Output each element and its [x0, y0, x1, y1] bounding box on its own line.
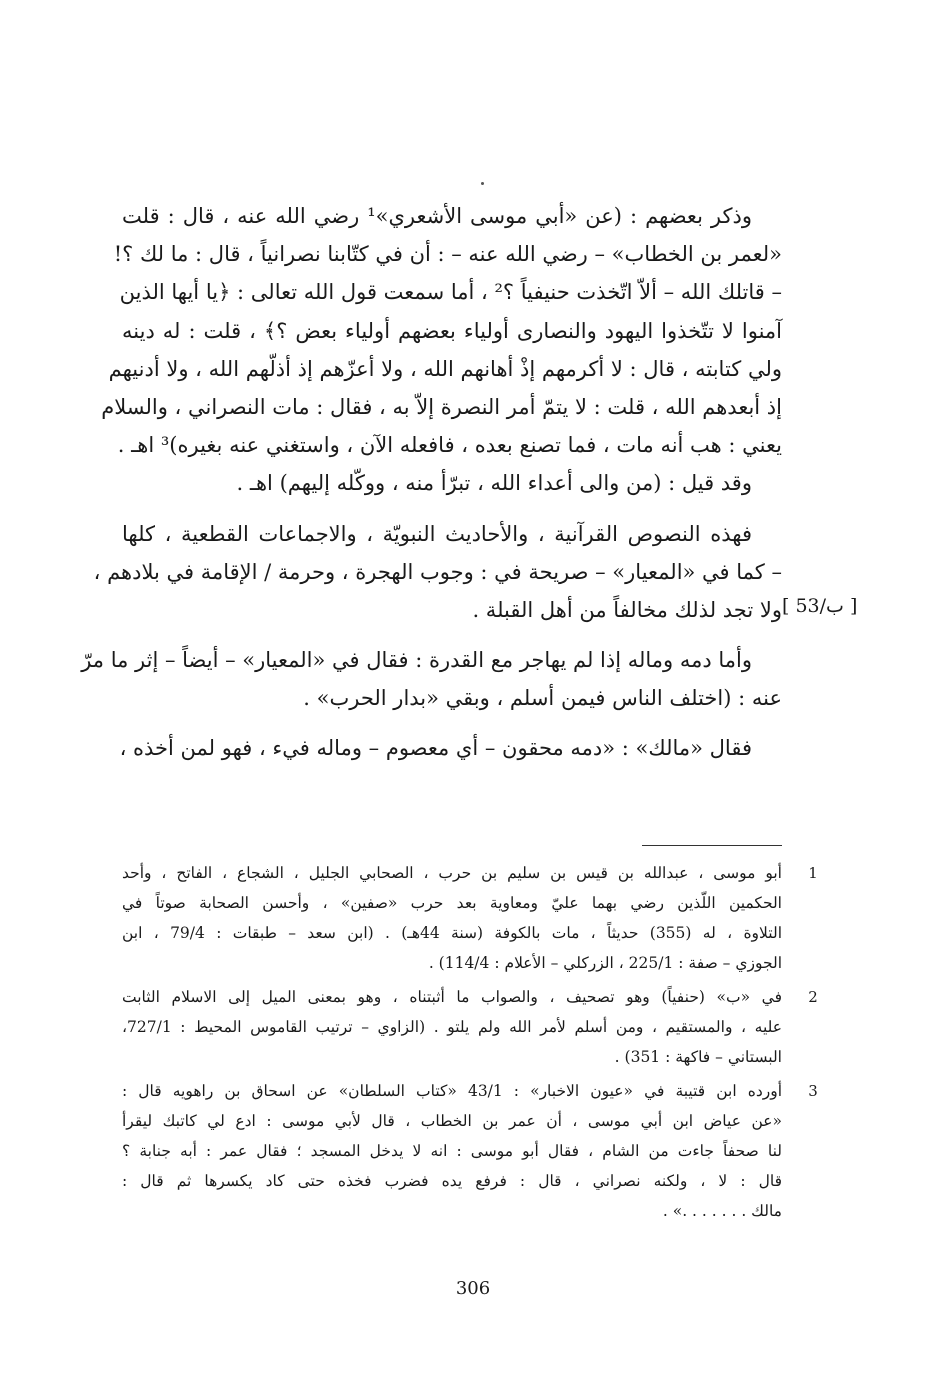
text-line: – كما في «المعيار» – صريحة في : وجوب الهجرة ، وحرمة / الإقامة في بلادهم ،: [93, 559, 782, 584]
text-line: «لعمر بن الخطاب» – رضي الله عنه – : أن في كتّابنا نصرانياً ، قال : ما لك ؟!: [113, 242, 782, 267]
footnote-line: مالك . . . . . . .» .: [662, 1202, 782, 1220]
footnote-line: عليه ، والمستقيم ، ومن أسلم لأمر الله ولم يلتو . (الزاوي – ترتيب القاموس المحيط : 727/1،: [122, 1018, 782, 1036]
footnote-line: الجوزي – صفة : 225/1 ، الزركلي – الأعلام : 114/4) .: [428, 954, 782, 972]
scan-speck: [481, 182, 484, 185]
text-line: وذكر بعضهم : (عن «أبي موسى الأشعري»¹ رضي الله عنه ، قال : قلت: [122, 204, 752, 228]
text-line: وقد قيل : (من والى أعداء الله ، تبرّأ منه ، ووكّله إليهم) اهـ .: [236, 471, 752, 496]
text-line: – قاتلك الله – ألاّ اتّخذت حنيفياً ؟² ، أما سمعت قول الله تعالى : ﴿يا أيها الذين: [119, 280, 782, 305]
main-text: [81, 197, 782, 768]
footnote-line: البستاني – فاكهة : 351) .: [614, 1048, 782, 1066]
footnote: [122, 982, 818, 1072]
footnote-line: أبو موسى ، عبدالله بن قيس بن سليم بن حرب ، الصحابي الجليل ، الشجاع ، الفاتح ، وأحد: [122, 864, 782, 882]
footnote-number: 1: [808, 864, 818, 882]
folio-margin-note: [ 53/ب ]: [782, 595, 858, 617]
text-line: آمنوا لا تتّخذوا اليهود والنصارى أولياء بعضهم أولياء بعض ؟﴾ ، قلت : له دينه: [122, 318, 782, 343]
footnote-line: أورده ابن قتيبة في «عيون الاخبار» : 43/1 «كتاب السلطان» عن اسحاق بن راهويه قال :: [122, 1082, 783, 1100]
footnote-line: «عن عياض ابن أبي موسى ، أن عمر بن الخطاب ، قال لأبي موسى : ادع لي كاتبك ليقرأ: [122, 1112, 782, 1130]
text-line: فهذه النصوص القرآنية ، والأحاديث النبويّة ، والاجماعات القطعية ، كلها: [122, 521, 752, 546]
footnote: [122, 1076, 818, 1226]
footnote-number: 3: [808, 1082, 818, 1100]
text-line: ولي كتابته ، قال : لا أكرمهم إذْ أهانهم الله ، ولا أعزّهم إذ أذلّهم الله ، ولا أدنيهم: [108, 356, 782, 381]
footnote: [122, 858, 818, 978]
text-line: ولا تجد لذلك مخالفاً من أهل القبلة .: [472, 597, 782, 622]
footnote-line: التلاوة ، له (355) حديثاً ، مات بالكوفة (سنة 44هـ) . (ابن سعد – طبقات : 79/4 ، ابن: [122, 924, 782, 942]
text-line: فقال «مالك» : «دمه محقون – أي معصوم – وماله فيء ، فهو لمن أخذه ،: [119, 736, 752, 761]
footnote-line: قال : لا ، ولكنه نصراني ، قال : فرفع يده فضرب فخذه حتى كاد يكسرها ثم قال :: [122, 1172, 782, 1190]
footnote-line: الحكمين اللّذين رضي بهما عليّ ومعاوية بعد حرب «صفين» ، وأحسن الصحابة صوتاً في: [122, 894, 782, 912]
footnote-line: في «ب» (حنفياً) وهو تصحيف ، والصواب ما أثبتناه ، وهو بمعنى الميل إلى الاسلام الثابت: [122, 988, 782, 1006]
text-line: عنه : (اختلف الناس فيمن أسلم ، وبقي «بدار الحرب» .: [303, 686, 782, 711]
text-line: وأما دمه وماله إذا لم يهاجر مع القدرة : فقال في «المعيار» – أيضاً – إثر ما مرّ: [81, 648, 752, 673]
footnote-separator: [642, 845, 782, 846]
page-number: 306: [455, 1278, 491, 1299]
footnote-line: لنا صحفاً جاءت من الشام ، فقال أبو موسى : انه لا يدخل المسجد ؛ فقال عمر : أبه جنابة ؟: [122, 1142, 782, 1160]
text-line: إذ أبعدهم الله ، قلت : لا يتمّ أمر النصرة إلاّ به ، فقال : مات النصراني ، والسلام: [101, 394, 782, 419]
footnotes: [122, 858, 818, 1230]
text-line: يعني : هب أنه مات ، فما تصنع بعده ، فافعله الآن ، واستغني عنه بغيره)³ اهـ .: [117, 433, 782, 458]
footnote-number: 2: [808, 988, 818, 1006]
